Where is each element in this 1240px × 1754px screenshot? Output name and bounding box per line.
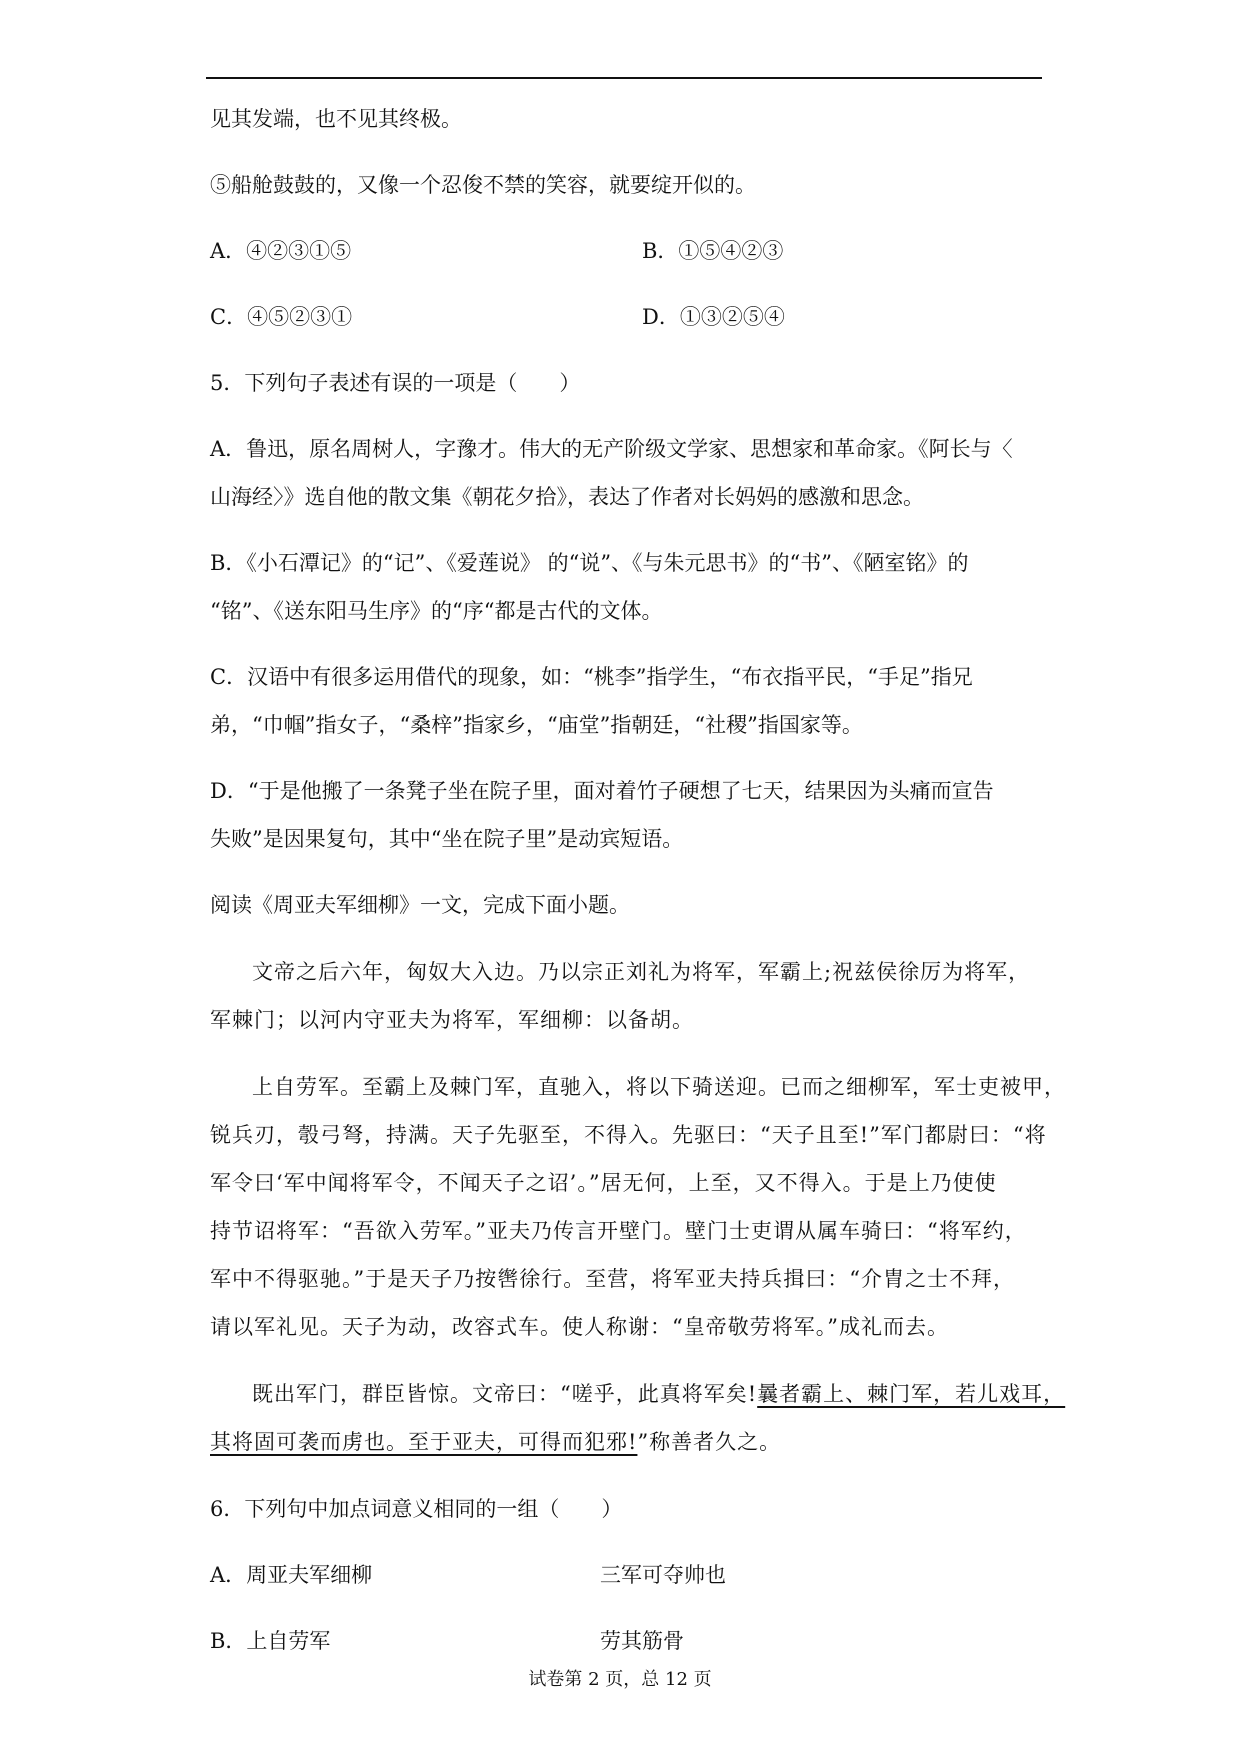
passage-line: 持节诏将军：“吾欲入劳军。”亚夫乃传言开壁门。壁门士吏谓从属车骑曰：“将军约， [210,1219,1027,1243]
q4-option-d: D．①③②⑤④ [642,305,785,329]
underlined-sentence: 曩者霸上、棘门军，若儿戏耳， [757,1382,1066,1406]
q4-option-b: B．①⑤④②③ [642,239,784,263]
passage-text: ”称善者久之。 [637,1430,782,1454]
page-footer: 试卷第 2 页，总 12 页 [528,1669,712,1690]
reading-intro: 阅读《周亚夫军细柳》一文，完成下面小题。 [210,893,630,917]
q6-option-a-left: A．周亚夫军细柳 [210,1563,373,1587]
passage-text: 既出军门，群臣皆惊。文帝曰：“嗟乎，此真将军矣! [252,1382,758,1406]
q4-option-c: C．④⑤②③① [210,305,353,329]
underlined-sentence: 其将固可袭而虏也。至于亚夫，可得而犯邪! [210,1430,638,1454]
passage-line: 文帝之后六年，匈奴大入边。乃以宗正刘礼为将军，军霸上;祝兹侯徐厉为将军， [252,960,1031,984]
q4-option-a: A．④②③①⑤ [210,239,352,263]
passage-line: 上自劳军。至霸上及棘门军，直驰入，将以下骑送迎。已而之细柳军，军士吏被甲， [252,1075,1066,1099]
q6-stem: 6．下列句中加点词意义相同的一组（ ） [210,1497,623,1521]
passage-line: 军令曰‘军中闻将军令，不闻天子之诏’。”居无何，上至，又不得入。于是上乃使使 [210,1171,997,1195]
q5-option-c: C．汉语中有很多运用借代的现象，如：“桃李”指学生，“布衣指平民，“手足”指兄 [210,665,973,689]
passage-line: 军中不得驱驰。”于是天子乃按辔徐行。至营，将军亚夫持兵揖曰：“介胄之士不拜， [210,1267,1015,1291]
passage-line: 请以军礼见。天子为动，改容式车。使人称谢：“皇帝敬劳将军。”成礼而去。 [210,1315,949,1339]
text-line: ⑤船舱鼓鼓的，又像一个忍俊不禁的笑容，就要绽开似的。 [210,173,756,197]
q6-option-b-left: B．上自劳军 [210,1629,331,1653]
q5-option-c-cont: 弟，“巾帼”指女子，“桑梓”指家乡，“庙堂”指朝廷，“社稷”指国家等。 [210,713,863,737]
q5-option-a-cont: 山海经〉》选自他的散文集《朝花夕拾》，表达了作者对长妈妈的感激和思念。 [210,485,924,509]
q5-option-b-cont: “铭”、《送东阳马生序》的“序“都是古代的文体。 [210,599,663,623]
q5-option-b: B．《小石潭记》的“记”、《爱莲说》 的“说”、《与朱元思书》的“书”、《陋室铭》的 [210,551,969,575]
q6-option-a-right: 三军可夺帅也 [600,1563,726,1587]
text-line: 见其发端，也不见其终极。 [210,107,462,131]
header-rule [206,77,1042,79]
q5-option-a: A．鲁迅，原名周树人，字豫才。伟大的无产阶级文学家、思想家和革命家。《阿长与〈 [210,437,1013,461]
passage-line [210,1427,781,1457]
passage-line [252,1379,1065,1409]
q5-option-d: D．“于是他搬了一条凳子坐在院子里，面对着竹子硬想了七天，结果因为头痛而宣告 [210,779,994,803]
q6-option-b-right: 劳其筋骨 [600,1629,684,1653]
passage-line: 军棘门；以河内守亚夫为将军，军细柳：以备胡。 [210,1008,694,1032]
q5-option-d-cont: 失败”是因果复句，其中“坐在院子里”是动宾短语。 [210,827,684,851]
passage-line: 锐兵刃，彀弓弩，持满。天子先驱至，不得入。先驱曰：“天子且至!”军门都尉曰：“将 [210,1123,1047,1147]
q5-stem: 5．下列句子表述有误的一项是（ ） [210,371,581,395]
